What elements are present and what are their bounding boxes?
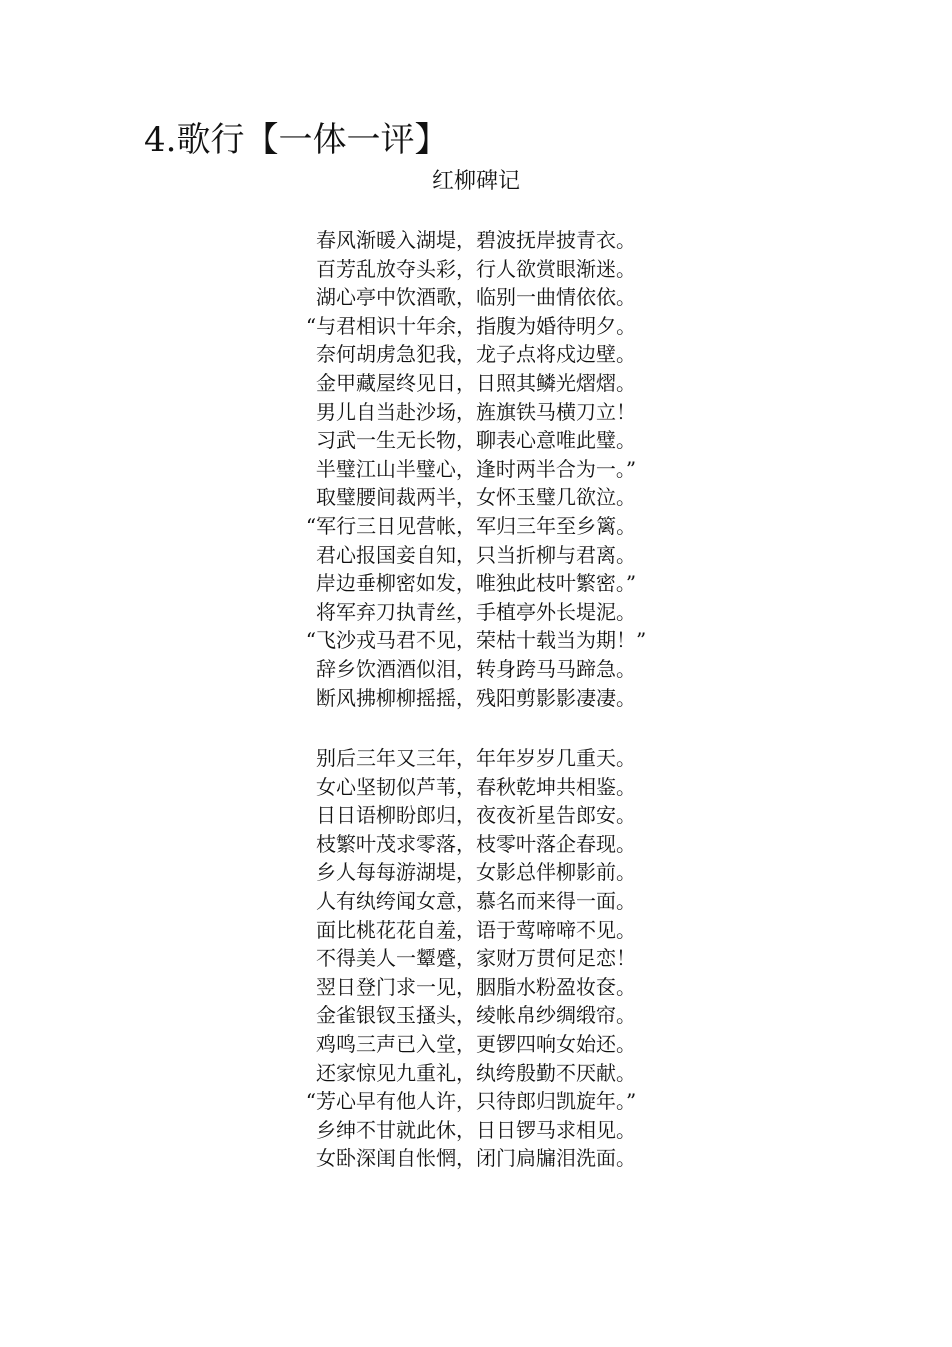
poem-line: 人有纨绔闻女意，慕名而来得一面。 bbox=[316, 888, 636, 913]
poem-line: 君心报国妾自知，只当折柳与君离。 bbox=[316, 542, 636, 567]
poem-line: 将军弃刀执青丝，手植亭外长堤泥。 bbox=[316, 599, 636, 624]
poem-line: “芳心早有他人许，只待郎归凯旋年。” bbox=[305, 1089, 637, 1114]
poem-line: 面比桃花花自羞，语于莺啼啼不见。 bbox=[316, 917, 636, 942]
poem-line: 别后三年又三年，年年岁岁几重天。 bbox=[316, 746, 636, 770]
poem-line: 日日语柳盼郎归，夜夜祈星告郎安。 bbox=[316, 803, 636, 828]
section-heading: 4.歌行【一体一评】 bbox=[144, 120, 449, 160]
poem-line: 辞乡饮酒酒似泪，转身跨马马蹄急。 bbox=[316, 656, 636, 681]
poem-stanza-1 bbox=[0, 226, 952, 712]
poem-line: 取璧腰间裁两半，女怀玉璧几欲泣。 bbox=[316, 485, 636, 510]
poem-line: 奈何胡虏急犯我，龙子点将戍边壁。 bbox=[316, 342, 636, 367]
poem-line: 百芳乱放夺头彩，行人欲赏眼渐迷。 bbox=[316, 256, 636, 281]
poem-line: 乡人每每游湖堤，女影总伴柳影前。 bbox=[316, 860, 636, 885]
poem-line: 习武一生无长物，聊表心意唯此璧。 bbox=[316, 428, 636, 453]
poem-line: 翌日登门求一见，胭脂水粉盈妆奁。 bbox=[316, 974, 636, 999]
poem-line: 金雀银钗玉搔头，绫帐帛纱绸缎帘。 bbox=[316, 1003, 636, 1028]
poem-line: 鸡鸣三声已入堂，更锣四响女始还。 bbox=[316, 1031, 636, 1056]
poem-line: 半璧江山半璧心，逢时两半合为一。” bbox=[315, 456, 637, 481]
poem-line: 女卧深闺自怅惘，闭门扃牖泪洗面。 bbox=[316, 1146, 636, 1171]
poem-line: 湖心亭中饮酒歌，临别一曲情依依。 bbox=[316, 285, 636, 310]
poem-line: 还家惊见九重礼，纨绔殷勤不厌献。 bbox=[316, 1060, 636, 1085]
poem-line: 不得美人一颦蹙，家财万贯何足恋！ bbox=[316, 946, 636, 971]
poem-line: “飞沙戎马君不见，荣枯十载当为期！” bbox=[305, 628, 647, 653]
poem-line: 男儿自当赴沙场，旌旗铁马横刀立！ bbox=[316, 399, 636, 424]
poem-line: 岸边垂柳密如发，唯独此枝叶繁密。” bbox=[315, 571, 637, 596]
poem-line: 断风拂柳柳摇摇，残阳剪影影凄凄。 bbox=[316, 685, 636, 710]
poem-line: 枝繁叶茂求零落，枝零叶落企春现。 bbox=[316, 831, 636, 856]
poem-line: “军行三日见营帐，军归三年至乡篱。 bbox=[305, 513, 637, 538]
poem-line: 春风渐暖入湖堤，碧波抚岸披青衣。 bbox=[316, 228, 636, 252]
poem-line: 金甲藏屋终见日，日照其鳞光熠熠。 bbox=[316, 370, 636, 395]
poem-line: “与君相识十年余，指腹为婚待明夕。 bbox=[305, 313, 637, 338]
poem-line: 女心坚韧似芦苇，春秋乾坤共相鉴。 bbox=[316, 774, 636, 799]
poem-title: 红柳碑记 bbox=[431, 169, 520, 194]
poem-line: 乡绅不甘就此休，日日锣马求相见。 bbox=[316, 1117, 636, 1142]
poem-stanza-2 bbox=[0, 744, 952, 1173]
